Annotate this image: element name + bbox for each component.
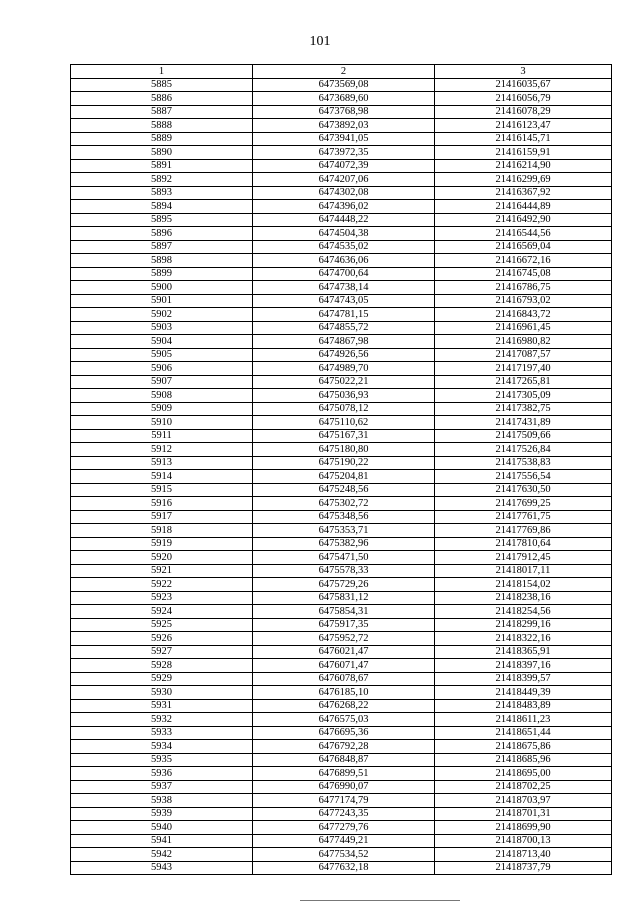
point-number-cell: 5923 xyxy=(71,591,253,605)
coordinate-x-cell: 6476185,10 xyxy=(253,686,435,700)
coordinate-x-cell: 6473892,03 xyxy=(253,119,435,133)
table-row xyxy=(71,659,612,673)
coordinate-x-cell: 6474448,22 xyxy=(253,213,435,227)
coordinate-x-cell: 6475854,31 xyxy=(253,605,435,619)
coordinate-y-cell: 21416056,79 xyxy=(435,92,612,106)
coordinate-y-cell: 21417431,89 xyxy=(435,416,612,430)
point-number-cell: 5900 xyxy=(71,281,253,295)
table-body xyxy=(71,78,612,875)
coordinate-y-cell: 21418700,13 xyxy=(435,834,612,848)
coordinate-x-cell: 6475729,26 xyxy=(253,578,435,592)
point-number-cell: 5930 xyxy=(71,686,253,700)
table-row xyxy=(71,578,612,592)
point-number-cell: 5909 xyxy=(71,402,253,416)
coordinate-y-cell: 21417087,57 xyxy=(435,348,612,362)
coordinate-y-cell: 21416145,71 xyxy=(435,132,612,146)
table-row xyxy=(71,146,612,160)
coordinate-x-cell: 6473689,60 xyxy=(253,92,435,106)
point-number-cell: 5928 xyxy=(71,659,253,673)
point-number-cell: 5898 xyxy=(71,254,253,268)
coordinate-y-cell: 21418299,16 xyxy=(435,618,612,632)
coordinate-y-cell: 21417699,25 xyxy=(435,497,612,511)
coordinate-y-cell: 21417630,50 xyxy=(435,483,612,497)
coordinate-y-cell: 21416793,02 xyxy=(435,294,612,308)
point-number-cell: 5899 xyxy=(71,267,253,281)
table-row xyxy=(71,645,612,659)
table-row xyxy=(71,402,612,416)
table-row xyxy=(71,240,612,254)
point-number-cell: 5924 xyxy=(71,605,253,619)
coordinate-x-cell: 6475471,50 xyxy=(253,551,435,565)
point-number-cell: 5906 xyxy=(71,362,253,376)
coordinate-y-cell: 21417197,40 xyxy=(435,362,612,376)
coordinate-x-cell: 6477534,52 xyxy=(253,848,435,862)
table-row xyxy=(71,564,612,578)
coordinate-x-cell: 6474738,14 xyxy=(253,281,435,295)
coordinate-x-cell: 6477632,18 xyxy=(253,861,435,875)
table-row xyxy=(71,294,612,308)
column-header-1: 1 xyxy=(71,65,253,79)
coordinate-x-cell: 6474989,70 xyxy=(253,362,435,376)
coordinate-y-cell: 21416843,72 xyxy=(435,308,612,322)
coordinate-y-cell: 21416786,75 xyxy=(435,281,612,295)
point-number-cell: 5891 xyxy=(71,159,253,173)
coordinate-x-cell: 6477174,79 xyxy=(253,794,435,808)
table-row xyxy=(71,740,612,754)
point-number-cell: 5893 xyxy=(71,186,253,200)
table-row xyxy=(71,267,612,281)
table-row xyxy=(71,605,612,619)
point-number-cell: 5917 xyxy=(71,510,253,524)
table-row xyxy=(71,470,612,484)
coordinate-y-cell: 21418254,56 xyxy=(435,605,612,619)
coordinate-y-cell: 21418713,40 xyxy=(435,848,612,862)
table-row xyxy=(71,132,612,146)
table-row xyxy=(71,699,612,713)
footer-line xyxy=(300,900,460,901)
table-row xyxy=(71,213,612,227)
point-number-cell: 5910 xyxy=(71,416,253,430)
coordinate-x-cell: 6474743,05 xyxy=(253,294,435,308)
table-row xyxy=(71,281,612,295)
coordinate-x-cell: 6475578,33 xyxy=(253,564,435,578)
table-row xyxy=(71,834,612,848)
table-row xyxy=(71,78,612,92)
point-number-cell: 5933 xyxy=(71,726,253,740)
point-number-cell: 5942 xyxy=(71,848,253,862)
coordinate-x-cell: 6476695,36 xyxy=(253,726,435,740)
coordinate-y-cell: 21418322,16 xyxy=(435,632,612,646)
point-number-cell: 5920 xyxy=(71,551,253,565)
coordinate-y-cell: 21418397,16 xyxy=(435,659,612,673)
table-row xyxy=(71,335,612,349)
coordinate-x-cell: 6475382,96 xyxy=(253,537,435,551)
coordinate-y-cell: 21416569,04 xyxy=(435,240,612,254)
coordinate-y-cell: 21418675,86 xyxy=(435,740,612,754)
table-row xyxy=(71,861,612,875)
point-number-cell: 5914 xyxy=(71,470,253,484)
coordinate-x-cell: 6476078,67 xyxy=(253,672,435,686)
point-number-cell: 5912 xyxy=(71,443,253,457)
coordinate-x-cell: 6477449,21 xyxy=(253,834,435,848)
point-number-cell: 5939 xyxy=(71,807,253,821)
table-row xyxy=(71,753,612,767)
coordinate-y-cell: 21417509,66 xyxy=(435,429,612,443)
coordinate-y-cell: 21417305,09 xyxy=(435,389,612,403)
column-header-2: 2 xyxy=(253,65,435,79)
table-row xyxy=(71,767,612,781)
coordinate-y-cell: 21417265,81 xyxy=(435,375,612,389)
table-row xyxy=(71,119,612,133)
point-number-cell: 5937 xyxy=(71,780,253,794)
table-row xyxy=(71,618,612,632)
coordinate-x-cell: 6477279,76 xyxy=(253,821,435,835)
point-number-cell: 5935 xyxy=(71,753,253,767)
coordinate-x-cell: 6473569,08 xyxy=(253,78,435,92)
table-row xyxy=(71,483,612,497)
point-number-cell: 5888 xyxy=(71,119,253,133)
point-number-cell: 5885 xyxy=(71,78,253,92)
coordinate-x-cell: 6476268,22 xyxy=(253,699,435,713)
coordinate-y-cell: 21416492,90 xyxy=(435,213,612,227)
coordinate-y-cell: 21418365,91 xyxy=(435,645,612,659)
coordinate-x-cell: 6473972,35 xyxy=(253,146,435,160)
point-number-cell: 5889 xyxy=(71,132,253,146)
point-number-cell: 5916 xyxy=(71,497,253,511)
table-row xyxy=(71,200,612,214)
table-row xyxy=(71,321,612,335)
coordinate-x-cell: 6474926,56 xyxy=(253,348,435,362)
coordinate-y-cell: 21418399,57 xyxy=(435,672,612,686)
coordinate-y-cell: 21417761,75 xyxy=(435,510,612,524)
table-row xyxy=(71,186,612,200)
coordinate-x-cell: 6475248,56 xyxy=(253,483,435,497)
coordinate-x-cell: 6476021,47 xyxy=(253,645,435,659)
coordinate-x-cell: 6475917,35 xyxy=(253,618,435,632)
table-row xyxy=(71,807,612,821)
coordinate-x-cell: 6476848,87 xyxy=(253,753,435,767)
table-row xyxy=(71,429,612,443)
point-number-cell: 5926 xyxy=(71,632,253,646)
coordinate-x-cell: 6475078,12 xyxy=(253,402,435,416)
coordinate-x-cell: 6475952,72 xyxy=(253,632,435,646)
table-row xyxy=(71,672,612,686)
point-number-cell: 5943 xyxy=(71,861,253,875)
point-number-cell: 5908 xyxy=(71,389,253,403)
coordinate-x-cell: 6475110,62 xyxy=(253,416,435,430)
coordinate-y-cell: 21418702,25 xyxy=(435,780,612,794)
coordinate-x-cell: 6476575,03 xyxy=(253,713,435,727)
coordinate-x-cell: 6475036,93 xyxy=(253,389,435,403)
table-row xyxy=(71,686,612,700)
point-number-cell: 5886 xyxy=(71,92,253,106)
table-row xyxy=(71,159,612,173)
point-number-cell: 5934 xyxy=(71,740,253,754)
table-row xyxy=(71,794,612,808)
table-row xyxy=(71,348,612,362)
point-number-cell: 5931 xyxy=(71,699,253,713)
point-number-cell: 5905 xyxy=(71,348,253,362)
table-row xyxy=(71,726,612,740)
point-number-cell: 5932 xyxy=(71,713,253,727)
point-number-cell: 5902 xyxy=(71,308,253,322)
point-number-cell: 5929 xyxy=(71,672,253,686)
point-number-cell: 5895 xyxy=(71,213,253,227)
coordinate-x-cell: 6474207,06 xyxy=(253,173,435,187)
coordinate-x-cell: 6473941,05 xyxy=(253,132,435,146)
point-number-cell: 5936 xyxy=(71,767,253,781)
coordinate-y-cell: 21418611,23 xyxy=(435,713,612,727)
coordinate-x-cell: 6474867,98 xyxy=(253,335,435,349)
coordinate-x-cell: 6474302,08 xyxy=(253,186,435,200)
point-number-cell: 5940 xyxy=(71,821,253,835)
coordinate-y-cell: 21418651,44 xyxy=(435,726,612,740)
point-number-cell: 5921 xyxy=(71,564,253,578)
table-row xyxy=(71,227,612,241)
coordinate-x-cell: 6475204,81 xyxy=(253,470,435,484)
coordinate-x-cell: 6475190,22 xyxy=(253,456,435,470)
coordinate-x-cell: 6475167,31 xyxy=(253,429,435,443)
point-number-cell: 5941 xyxy=(71,834,253,848)
column-header-3: 3 xyxy=(435,65,612,79)
table-row xyxy=(71,713,612,727)
point-number-cell: 5887 xyxy=(71,105,253,119)
coordinate-x-cell: 6474535,02 xyxy=(253,240,435,254)
table-row xyxy=(71,524,612,538)
coordinate-y-cell: 21417912,45 xyxy=(435,551,612,565)
point-number-cell: 5901 xyxy=(71,294,253,308)
point-number-cell: 5927 xyxy=(71,645,253,659)
coordinate-y-cell: 21416123,47 xyxy=(435,119,612,133)
coordinate-x-cell: 6474504,38 xyxy=(253,227,435,241)
coordinate-y-cell: 21417556,54 xyxy=(435,470,612,484)
table-row xyxy=(71,416,612,430)
coordinate-x-cell: 6476990,07 xyxy=(253,780,435,794)
coordinate-y-cell: 21418737,79 xyxy=(435,861,612,875)
coordinate-x-cell: 6476071,47 xyxy=(253,659,435,673)
coordinate-y-cell: 21418703,97 xyxy=(435,794,612,808)
table-row xyxy=(71,456,612,470)
table-header-row xyxy=(71,65,612,79)
point-number-cell: 5913 xyxy=(71,456,253,470)
coordinate-x-cell: 6474855,72 xyxy=(253,321,435,335)
coordinate-y-cell: 21416035,67 xyxy=(435,78,612,92)
table-row xyxy=(71,105,612,119)
coordinate-x-cell: 6477243,35 xyxy=(253,807,435,821)
coordinate-y-cell: 21418685,96 xyxy=(435,753,612,767)
table-row xyxy=(71,591,612,605)
point-number-cell: 5903 xyxy=(71,321,253,335)
coordinate-y-cell: 21416214,90 xyxy=(435,159,612,173)
point-number-cell: 5919 xyxy=(71,537,253,551)
coordinates-table xyxy=(70,64,612,875)
coordinate-y-cell: 21418699,90 xyxy=(435,821,612,835)
point-number-cell: 5925 xyxy=(71,618,253,632)
coordinate-y-cell: 21416367,92 xyxy=(435,186,612,200)
point-number-cell: 5938 xyxy=(71,794,253,808)
point-number-cell: 5907 xyxy=(71,375,253,389)
coordinate-x-cell: 6475302,72 xyxy=(253,497,435,511)
coordinate-y-cell: 21416159,91 xyxy=(435,146,612,160)
table-row xyxy=(71,551,612,565)
table-row xyxy=(71,375,612,389)
coordinate-y-cell: 21418701,31 xyxy=(435,807,612,821)
coordinate-y-cell: 21417382,75 xyxy=(435,402,612,416)
coordinate-y-cell: 21416672,16 xyxy=(435,254,612,268)
point-number-cell: 5922 xyxy=(71,578,253,592)
coordinate-x-cell: 6474781,15 xyxy=(253,308,435,322)
coordinate-y-cell: 21418017,11 xyxy=(435,564,612,578)
coordinate-x-cell: 6474700,64 xyxy=(253,267,435,281)
coordinate-x-cell: 6475022,21 xyxy=(253,375,435,389)
coordinate-x-cell: 6475348,56 xyxy=(253,510,435,524)
coordinate-x-cell: 6476899,51 xyxy=(253,767,435,781)
table-row xyxy=(71,308,612,322)
table-row xyxy=(71,848,612,862)
coordinate-y-cell: 21416961,45 xyxy=(435,321,612,335)
coordinate-x-cell: 6475180,80 xyxy=(253,443,435,457)
point-number-cell: 5918 xyxy=(71,524,253,538)
table-row xyxy=(71,780,612,794)
table-row xyxy=(71,497,612,511)
coordinate-x-cell: 6474072,39 xyxy=(253,159,435,173)
table-row xyxy=(71,362,612,376)
table-row xyxy=(71,537,612,551)
coordinate-y-cell: 21418483,89 xyxy=(435,699,612,713)
coordinate-y-cell: 21416444,89 xyxy=(435,200,612,214)
point-number-cell: 5894 xyxy=(71,200,253,214)
coordinate-y-cell: 21417526,84 xyxy=(435,443,612,457)
point-number-cell: 5896 xyxy=(71,227,253,241)
point-number-cell: 5897 xyxy=(71,240,253,254)
coordinate-x-cell: 6474636,06 xyxy=(253,254,435,268)
table-row xyxy=(71,254,612,268)
table-row xyxy=(71,443,612,457)
coordinate-y-cell: 21417538,83 xyxy=(435,456,612,470)
coordinate-y-cell: 21416299,69 xyxy=(435,173,612,187)
coordinate-x-cell: 6475353,71 xyxy=(253,524,435,538)
table-row xyxy=(71,632,612,646)
coordinate-y-cell: 21416544,56 xyxy=(435,227,612,241)
point-number-cell: 5915 xyxy=(71,483,253,497)
coordinate-x-cell: 6474396,02 xyxy=(253,200,435,214)
point-number-cell: 5892 xyxy=(71,173,253,187)
coordinate-x-cell: 6476792,28 xyxy=(253,740,435,754)
point-number-cell: 5890 xyxy=(71,146,253,160)
coordinate-y-cell: 21417810,64 xyxy=(435,537,612,551)
coordinate-y-cell: 21416980,82 xyxy=(435,335,612,349)
coordinate-y-cell: 21416745,08 xyxy=(435,267,612,281)
coordinate-y-cell: 21418238,16 xyxy=(435,591,612,605)
point-number-cell: 5904 xyxy=(71,335,253,349)
coordinate-x-cell: 6475831,12 xyxy=(253,591,435,605)
coordinate-y-cell: 21416078,29 xyxy=(435,105,612,119)
table-row xyxy=(71,510,612,524)
table-row xyxy=(71,821,612,835)
coordinate-y-cell: 21417769,86 xyxy=(435,524,612,538)
page-number: 101 xyxy=(309,34,331,49)
table-row xyxy=(71,389,612,403)
table-row xyxy=(71,173,612,187)
coordinate-y-cell: 21418449,39 xyxy=(435,686,612,700)
coordinate-y-cell: 21418154,02 xyxy=(435,578,612,592)
table-row xyxy=(71,92,612,106)
coordinate-x-cell: 6473768,98 xyxy=(253,105,435,119)
coordinate-y-cell: 21418695,00 xyxy=(435,767,612,781)
point-number-cell: 5911 xyxy=(71,429,253,443)
